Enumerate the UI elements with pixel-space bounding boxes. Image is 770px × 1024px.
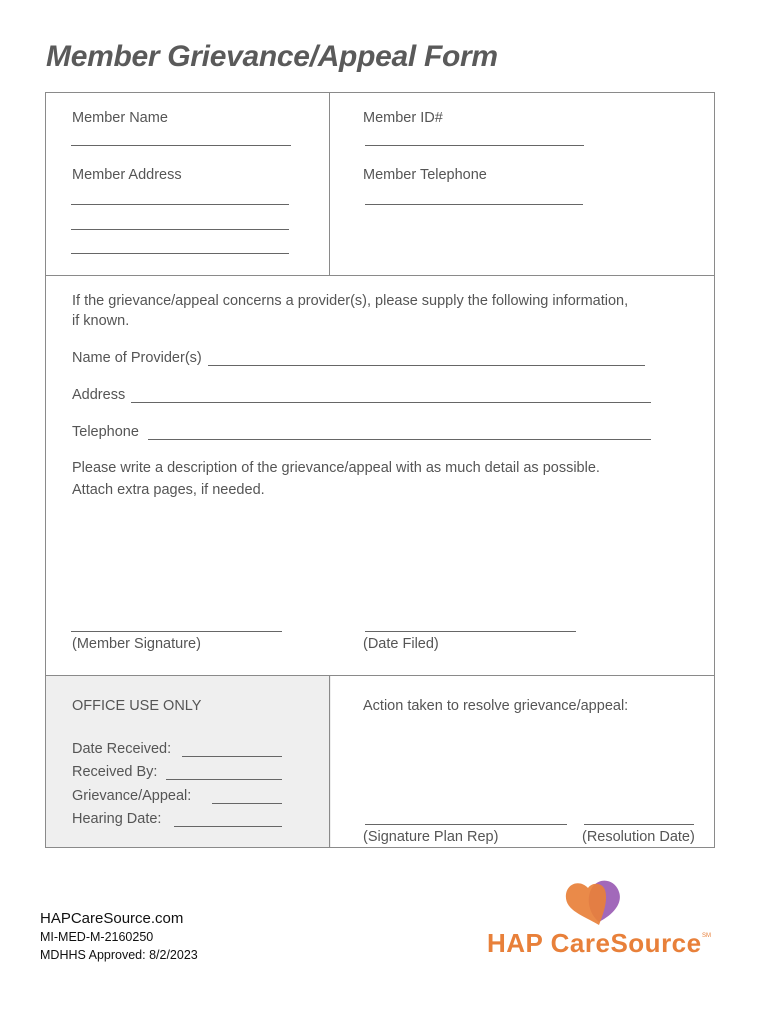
grievance-appeal-field[interactable] <box>212 803 282 804</box>
resolution-date-field[interactable] <box>584 824 694 825</box>
provider-name-label: Name of Provider(s) <box>72 350 202 366</box>
footer-website: HAPCareSource.com <box>40 910 184 927</box>
member-address-label: Member Address <box>72 167 182 183</box>
description-area[interactable] <box>72 505 682 615</box>
grievance-form <box>45 92 715 848</box>
provider-telephone-label: Telephone <box>72 424 139 440</box>
date-filed-label: (Date Filed) <box>363 636 439 652</box>
provider-intro-line1: If the grievance/appeal concerns a provider(s), please supply the following information, <box>72 293 629 309</box>
hearing-date-label: Hearing Date: <box>72 811 162 827</box>
member-address-field-line1[interactable] <box>71 204 289 205</box>
provider-address-field[interactable] <box>131 402 651 403</box>
member-signature-field[interactable] <box>71 631 282 632</box>
member-address-field-line3[interactable] <box>71 253 289 254</box>
service-mark: SM <box>702 933 711 939</box>
member-section-bottom-border <box>46 275 714 276</box>
action-taken-area[interactable] <box>363 721 703 816</box>
description-instructions-line1: Please write a description of the grievance/appeal with as much detail as possible. <box>72 460 600 476</box>
provider-intro-line2: if known. <box>72 313 130 329</box>
member-name-label: Member Name <box>72 110 168 126</box>
provider-address-label: Address <box>72 387 126 403</box>
action-taken-label: Action taken to resolve grievance/appeal: <box>363 698 629 714</box>
member-address-field-line2[interactable] <box>71 229 289 230</box>
grievance-appeal-label: Grievance/Appeal: <box>72 788 192 804</box>
signature-plan-rep-field[interactable] <box>365 824 567 825</box>
description-instructions-line2: Attach extra pages, if needed. <box>72 482 265 498</box>
member-signature-label: (Member Signature) <box>72 636 201 652</box>
member-telephone-field[interactable] <box>365 204 583 205</box>
received-by-label: Received By: <box>72 764 158 780</box>
date-received-label: Date Received: <box>72 741 172 757</box>
hap-caresource-logo: HAP CareSource <box>487 928 702 958</box>
office-use-heading: OFFICE USE ONLY <box>72 698 202 714</box>
resolution-date-label: (Resolution Date) <box>582 829 695 845</box>
footer-approval: MDHHS Approved: 8/2/2023 <box>40 948 198 962</box>
member-name-field[interactable] <box>71 145 291 146</box>
office-section-divider <box>329 675 330 847</box>
provider-telephone-field[interactable] <box>148 439 651 440</box>
received-by-field[interactable] <box>166 779 282 780</box>
member-telephone-label: Member Telephone <box>363 167 487 183</box>
date-filed-field[interactable] <box>365 631 576 632</box>
signature-plan-rep-label: (Signature Plan Rep) <box>363 829 499 845</box>
heart-orange-icon <box>566 883 606 925</box>
hearing-date-field[interactable] <box>174 826 282 827</box>
footer-form-code: MI-MED-M-2160250 <box>40 930 154 944</box>
member-section-divider <box>329 93 330 276</box>
member-id-label: Member ID# <box>363 110 443 126</box>
member-id-field[interactable] <box>365 145 584 146</box>
provider-name-field[interactable] <box>208 365 645 366</box>
form-title: Member Grievance/Appeal Form <box>46 40 498 73</box>
date-received-field[interactable] <box>182 756 282 757</box>
